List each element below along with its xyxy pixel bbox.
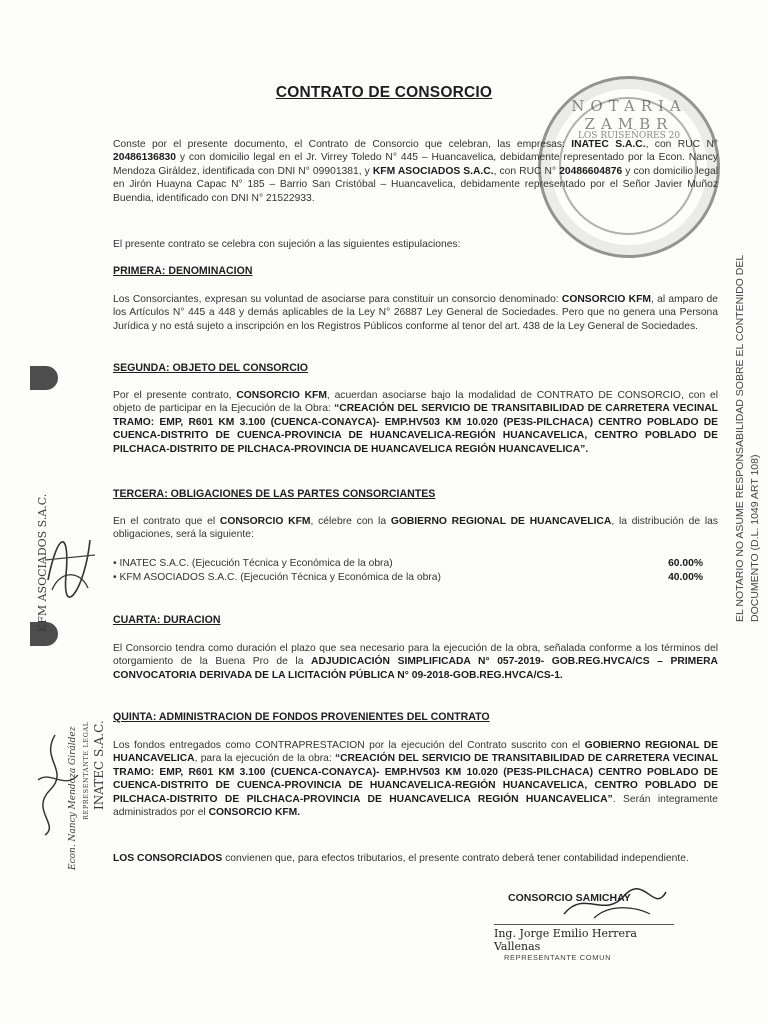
distribution-pct-kfm: 40.00%: [668, 572, 703, 583]
section-heading-tercera: TERCERA: OBLIGACIONES DE LAS PARTES CONSORCIANTES: [113, 488, 436, 500]
distribution-pct-inatec: 60.00%: [668, 558, 703, 569]
notary-stamp-middle-text: LOS RUISEÑORES 20: [577, 131, 681, 141]
section-heading-primera: PRIMERA: DENOMINACION: [113, 265, 253, 277]
notary-stamp-top-text: NOTARIA ZAMBR: [571, 97, 687, 133]
kfm-signature-scribble: [40, 520, 100, 600]
intro-paragraph: Conste por el presente documento, el Contrato de Consorcio que celebran, las empresas: INATEC S.A.C., con RUC N° 20486136830 y con domicilio legal en el Jr. Virrey Toledo N° 445 – Huancavelica, debidamente representado por la Econ. Nancy Mendoza Giráldez, identificada con DNI N° 09901381, y KFM ASOCIADOS S.A.C., con RUC N° 20486604876 y con domicilio legal en Jirón Huayna Capac N° 185 – Barrio San Cristóbal – Huancavelica, debidamente representado por el Señor Javier Muñoz Buendia, identificado con DNI N° 21522933.: [113, 139, 718, 204]
section-heading-cuarta: CUARTA: DURACION: [113, 614, 221, 626]
notary-disclaimer: EL NOTARIO NO ASUME RESPONSABILIDAD SOBRE EL CONTENIDO DEL DOCUMENTO (D.L. 1049 ART 108): [734, 254, 761, 622]
page-title: CONTRATO DE CONSORCIO: [275, 84, 493, 101]
signature-company: CONSORCIO SAMICHAY: [508, 892, 631, 904]
distribution-row-kfm: • KFM ASOCIADOS S.A.C. (Ejecución Técnica y Económica de la obra) 40.00%: [113, 572, 703, 583]
intro-stipulations: El presente contrato se celebra con sujeción a las siguientes estipulaciones:: [113, 239, 461, 250]
inatec-side-stamp-role: REPRESENTANTE LEGAL: [82, 721, 90, 820]
section-body-cuarta: El Consorcio tendra como duración el plazo que sea necesario para la ejecución de la obra, señalada conforme a los términos del otorgamiento de la Buena Pro de la ADJUDICACIÓN SIMPLIFICADA N° 057-2019- GOB.REG.HVCA/CS – PRIMERA CONVOCATORIA DERIVADA DE LA LICITACIÓN PÚBLICA N° 09-2018-GOB.REG.HVCA/CS-1.: [113, 643, 718, 681]
section-body-tercera: En el contrato que el CONSORCIO KFM, célebre con la GOBIERNO REGIONAL DE HUANCAVELICA, la distribución de las obligaciones, será la siguiente:: [113, 516, 718, 541]
signature-name: Ing. Jorge Emilio Herrera Vallenas: [494, 924, 674, 953]
signature-scribble: [554, 884, 674, 924]
section-heading-quinta: QUINTA: ADMINISTRACION DE FONDOS PROVENIENTES DEL CONTRATO: [113, 711, 490, 723]
section-body-quinta-tax: LOS CONSORCIADOS convienen que, para efectos tributarios, el presente contrato deberá tener contabilidad independiente.: [113, 853, 689, 864]
distribution-row-inatec: • INATEC S.A.C. (Ejecución Técnica y Económica de la obra) 60.00%: [113, 558, 703, 569]
signature-block: [494, 892, 694, 962]
signature-role: REPRESENTANTE COMUN: [504, 953, 612, 962]
kfm-side-stamp: KFM ASOCIADOS S.A.C.: [36, 493, 49, 632]
section-heading-segunda: SEGUNDA: OBJETO DEL CONSORCIO: [113, 362, 309, 374]
inatec-side-stamp-company: INATEC S.A.C.: [92, 720, 106, 810]
section-body-primera: Los Consorciantes, expresan su voluntad de asociarse para constituir un consorcio denominado: CONSORCIO KFM, al amparo de los Artículos N° 445 a 448 y demás aplicables de la Ley N° 26887 Ley General de Sociedades. Pero que no genera una Persona Jurídica y no está sujeto a inscripción en los Registros Públicos conforme al tenor del art. 438 de la Ley General de Sociedades.: [113, 294, 718, 332]
punch-hole-top: [30, 366, 58, 390]
section-body-quinta: Los fondos entregados como CONTRAPRESTACION por la ejecución del Contrato suscrito con el GOBIERNO REGIONAL DE HUANCAVELICA, para la ejecución de la obra: “CREACIÓN DEL SERVICIO DE TRANSITABILIDAD DE CARRETERA VECINAL TRAMO: EMP, R601 KM 3.100 (CUENCA-CONAYCA)- EMP.HV503 KM 10.020 (PE3S-PILCHACA) CENTRO POBLADO DE CUENCA-DISTRITO DE CUENCA-PROVINCIA DE HUANCAVELICA-REGIÓN HUANCAVELICA, CENTRO POBLADO DE PILCHACA-DISTRITO DE PILCHACA-PROVINCIA DE HUANCAVELICA REGIÓN HUANCAVELICA”. Serán integramente administrados por el CONSORCIO KFM.: [113, 740, 719, 819]
section-body-segunda: Por el presente contrato, CONSORCIO KFM, acuerdan asociarse bajo la modalidad de CONTRATO DE CONSORCIO, con el objeto de participar en la Ejecución de la Obra: “CREACIÓN DEL SERVICIO DE TRANSITABILIDAD DE CARRETERA VECINAL TRAMO: EMP, R601 KM 3.100 (CUENCA-CONAYCA)- EMP.HV503 KM 10.020 (PE3S-PILCHACA) CENTRO POBLADO DE CUENCA-DISTRITO DE CUENCA-PROVINCIA DE HUANCAVELICA-REGIÓN HUANCAVELICA, CENTRO POBLADO DE PILCHACA-DISTRITO DE PILCHACA-PROVINCIA DE HUANCAVELICA REGIÓN HUANCAVELICA”.: [113, 390, 718, 455]
inatec-side-stamp-name: Econ. Nancy Mendoza Giráldez: [68, 726, 78, 870]
